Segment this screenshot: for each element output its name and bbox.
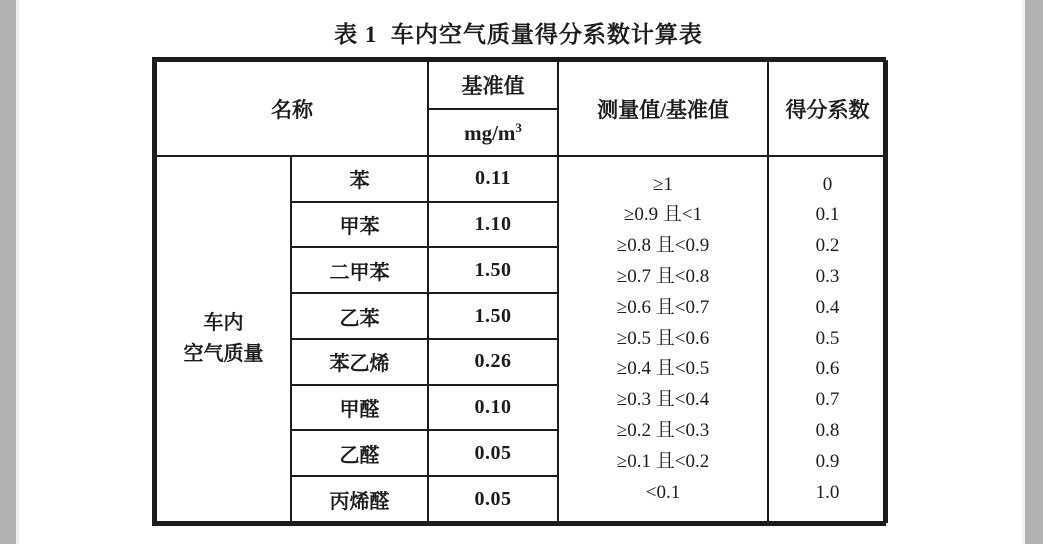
ratio-line: ≥0.2 且<0.3 xyxy=(616,419,710,441)
baseline-value-cell: 0.26 xyxy=(428,339,558,385)
header-name: 名称 xyxy=(156,61,428,156)
group-label-line1: 车内 xyxy=(203,312,244,334)
table-title: 表 1 车内空气质量得分系数计算表 xyxy=(334,22,703,47)
substance-name-cell: 乙苯 xyxy=(291,293,428,339)
ratio-line: ≥0.7 且<0.8 xyxy=(616,266,710,287)
substance-name-cell: 苯乙烯 xyxy=(291,339,428,385)
ratio-line: ≥0.3 且<0.4 xyxy=(616,389,710,411)
ratio-line: ≥0.6 且<0.7 xyxy=(616,296,710,318)
unit-base: mg/m xyxy=(464,120,516,145)
score-line: 0.9 xyxy=(815,450,840,472)
baseline-value-cell: 0.11 xyxy=(428,156,558,202)
baseline-value-cell: 1.50 xyxy=(428,247,558,293)
ratio-line: ≥0.1 且<0.2 xyxy=(616,450,710,472)
score-line: 0.1 xyxy=(815,204,840,226)
score-line: 0.3 xyxy=(815,266,840,287)
substance-name-cell: 乙醛 xyxy=(291,430,428,476)
group-label-line2: 空气质量 xyxy=(183,343,264,365)
ratio-line: ≥0.8 且<0.9 xyxy=(616,235,710,257)
score-values-cell xyxy=(768,156,887,522)
baseline-value-cell: 0.05 xyxy=(428,430,558,476)
score-line: 0.2 xyxy=(815,235,840,257)
score-line: 0.5 xyxy=(815,327,840,349)
substance-name-cell: 二甲苯 xyxy=(291,247,428,293)
baseline-value-cell: 0.10 xyxy=(428,385,558,431)
baseline-value-cell: 1.50 xyxy=(428,293,558,339)
ratio-line: <0.1 xyxy=(645,481,681,503)
substance-name-cell: 甲醛 xyxy=(291,385,428,431)
header-unit xyxy=(428,109,558,156)
baseline-value-cell: 0.05 xyxy=(428,476,558,522)
ratio-line: ≥0.9 且<1 xyxy=(623,204,703,226)
ratio-line: ≥0.5 且<0.6 xyxy=(616,327,710,349)
score-line: 0.4 xyxy=(815,296,840,318)
page-edge-left xyxy=(0,0,19,544)
ratio-line: ≥0.4 且<0.5 xyxy=(616,358,710,380)
score-line: 0.7 xyxy=(815,389,840,411)
score-line: 0.6 xyxy=(815,358,840,380)
air-quality-score-table xyxy=(152,57,886,526)
score-coefficient-table xyxy=(155,60,888,523)
page-edge-right xyxy=(1022,0,1043,544)
score-line: 1.0 xyxy=(815,481,840,503)
score-line: 0.8 xyxy=(815,419,840,441)
substance-name-cell: 苯 xyxy=(291,156,428,202)
substance-name-cell: 甲苯 xyxy=(291,202,428,248)
score-line: 0 xyxy=(822,173,833,195)
ratio-line: ≥1 xyxy=(653,173,673,195)
header-ratio: 测量值/基准值 xyxy=(558,61,768,156)
header-row-top xyxy=(156,61,887,109)
unit-exponent: 3 xyxy=(515,119,522,135)
substance-name-cell: 丙烯醛 xyxy=(291,476,428,522)
baseline-value-cell: 1.10 xyxy=(428,202,558,248)
group-label-cell xyxy=(156,156,291,522)
table-row xyxy=(156,156,887,202)
header-score: 得分系数 xyxy=(768,61,887,156)
header-baseline: 基准值 xyxy=(428,61,558,109)
ratio-ranges-cell xyxy=(558,156,768,522)
